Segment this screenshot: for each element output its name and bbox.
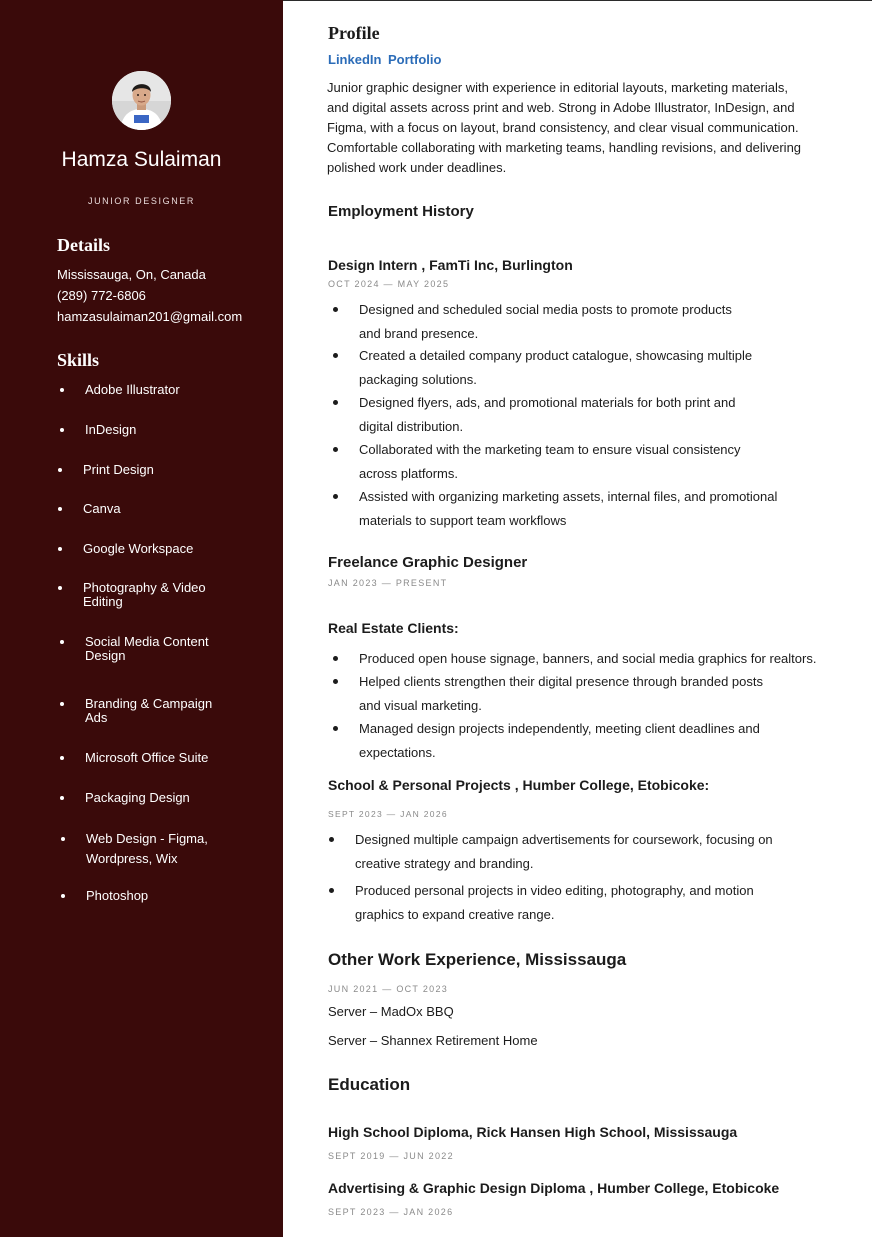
bullet-icon xyxy=(60,640,64,644)
profile-summary: Junior graphic designer with experience in editorial layouts, marketing materials, and digital assets across print and web. Strong in Adobe Illustrator, InDesign, and Figma, with a focus on layout, brand consistency, and clear visual communication. Comfortable collaborating with marketing teams, handling revisions, and delivering polished work under deadlines. xyxy=(327,80,802,175)
bullet-icon xyxy=(333,656,338,661)
skill-item: Social Media Content Design xyxy=(85,635,209,663)
bullet-icon xyxy=(60,756,64,760)
list-item: Collaborated with the marketing team to ensure visual consistency across platforms. xyxy=(359,438,741,485)
bullet-icon xyxy=(333,679,338,684)
skill-item: Print Design xyxy=(83,463,154,477)
bullet-icon xyxy=(333,400,338,405)
job-dates: SEPT 2023 — JAN 2026 xyxy=(328,809,448,819)
education-title: Advertising & Graphic Design Diploma , Humber College, Etobicoke xyxy=(328,1180,780,1196)
education-heading: Education xyxy=(328,1075,411,1094)
job-role: JUNIOR DESIGNER xyxy=(87,196,195,206)
bullet-icon xyxy=(333,307,338,312)
bullet-icon xyxy=(58,507,62,511)
bullet-icon xyxy=(60,702,64,706)
bullet-icon xyxy=(333,726,338,731)
education-title: High School Diploma, Rick Hansen High School, Mississauga xyxy=(328,1124,738,1140)
bullet-icon xyxy=(60,796,64,800)
skill-item: InDesign xyxy=(85,423,136,437)
education-dates: SEPT 2023 — JAN 2026 xyxy=(328,1207,454,1217)
bullet-icon xyxy=(58,586,62,590)
bullet-icon xyxy=(60,428,64,432)
list-item: Produced open house signage, banners, and social media graphics for realtors. xyxy=(359,647,816,671)
bullet-icon xyxy=(58,547,62,551)
bullet-icon xyxy=(58,468,62,472)
skill-item: Packaging Design xyxy=(85,791,190,805)
bullet-icon xyxy=(333,353,338,358)
portfolio-link[interactable]: Portfolio xyxy=(388,52,442,67)
skill-item: Photography & Video Editing xyxy=(83,581,206,609)
job-title: Design Intern , FamTi Inc, Burlington xyxy=(328,257,573,273)
skill-item: Web Design - Figma, Wordpress, Wix xyxy=(86,829,208,869)
list-item: Helped clients strengthen their digital presence through branded posts and visual marketing. xyxy=(359,670,763,717)
skill-item: Canva xyxy=(83,502,121,516)
sidebar xyxy=(0,0,283,1237)
list-item: Produced personal projects in video editing, photography, and motion graphics to expand creative range. xyxy=(355,879,754,926)
list-item: Server – Shannex Retirement Home xyxy=(328,1033,538,1048)
job-dates: JAN 2023 — PRESENT xyxy=(328,578,448,588)
list-item: Designed flyers, ads, and promotional materials for both print and digital distribution. xyxy=(359,391,735,438)
skills-heading: Skills xyxy=(57,350,100,370)
bullet-icon xyxy=(61,894,65,898)
linkedin-link[interactable]: LinkedIn xyxy=(328,52,382,67)
person-name: Hamza Sulaiman xyxy=(61,148,222,171)
subsection-heading: Real Estate Clients: xyxy=(328,620,459,636)
employment-heading: Employment History xyxy=(328,203,474,220)
bullet-icon xyxy=(329,837,334,842)
other-work-heading: Other Work Experience, Mississauga xyxy=(328,950,627,969)
list-item: Assisted with organizing marketing assets, internal files, and promotional materials to support team workflows xyxy=(359,485,777,532)
location: Mississauga, On, Canada xyxy=(57,267,206,282)
skill-item: Microsoft Office Suite xyxy=(85,751,208,765)
details-heading: Details xyxy=(57,235,110,255)
other-work-dates: JUN 2021 — OCT 2023 xyxy=(328,984,449,994)
skill-item: Google Workspace xyxy=(83,542,193,556)
bullet-icon xyxy=(60,388,64,392)
list-item: Created a detailed company product catalogue, showcasing multiple packaging solutions. xyxy=(359,344,752,391)
subsection-heading: School & Personal Projects , Humber College, Etobicoke: xyxy=(328,777,710,793)
list-item: Designed and scheduled social media posts to promote products and brand presence. xyxy=(359,298,732,345)
bullet-icon xyxy=(333,447,338,452)
bullet-icon xyxy=(329,888,334,893)
job-title: Freelance Graphic Designer xyxy=(328,554,528,571)
education-dates: SEPT 2019 — JUN 2022 xyxy=(328,1151,454,1161)
job-dates: OCT 2024 — MAY 2025 xyxy=(328,279,450,289)
email[interactable]: hamzasulaiman201@gmail.com xyxy=(57,309,243,324)
phone: (289) 772-6806 xyxy=(57,288,146,303)
skill-item: Photoshop xyxy=(86,889,148,903)
bullet-icon xyxy=(61,837,65,841)
bullet-icon xyxy=(333,494,338,499)
list-item: Managed design projects independently, meeting client deadlines and expectations. xyxy=(359,717,760,764)
list-item: Designed multiple campaign advertisements for coursework, focusing on creative strategy and branding. xyxy=(355,828,773,875)
skill-item: Adobe Illustrator xyxy=(85,383,180,397)
avatar xyxy=(112,71,171,130)
skill-item: Branding & Campaign Ads xyxy=(85,697,212,725)
list-item: Server – MadOx BBQ xyxy=(328,1004,454,1019)
avatar-photo-icon xyxy=(112,71,171,130)
profile-heading: Profile xyxy=(328,23,380,43)
